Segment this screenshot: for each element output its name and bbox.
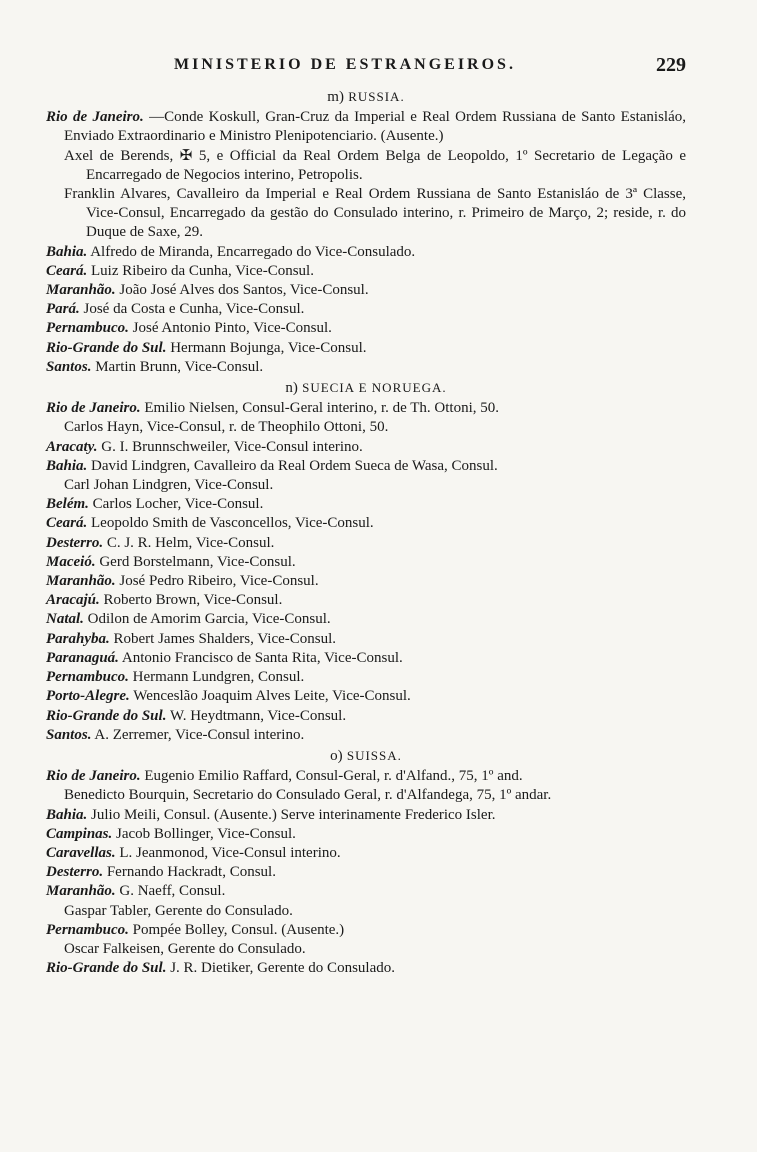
entry-place: Ceará. [46,515,88,532]
entry-place: Bahia. [46,806,88,823]
directory-entry [46,940,686,959]
entry-text: G. I. Brunnschweiler, Vice-Consul interino. [101,438,363,455]
directory-entry [46,534,686,553]
entry-place: Santos. [46,726,92,743]
entry-text: W. Heydtmann, Vice-Consul. [169,707,347,724]
entry-place: Rio-Grande do Sul. [46,339,167,356]
directory-entry [46,630,686,649]
entry-place: Caravellas. [46,844,116,861]
entry-text: L. Jeanmonod, Vice-Consul interino. [119,844,341,861]
entry-place: Aracaty. [46,438,98,455]
entry-place: Rio de Janeiro. [46,400,141,417]
entry-place: Bahia. [46,243,88,260]
entry-place: Maranhão. [46,573,116,590]
entry-text: João José Alves dos Santos, Vice-Consul. [119,282,369,299]
entry-text: Carlos Hayn, Vice-Consul, r. de Theophilo Ottoni, 50. [64,419,389,436]
directory-entry [46,514,686,533]
directory-entry [46,786,686,805]
entry-place: Santos. [46,358,92,375]
entry-place: Pará. [46,301,80,318]
directory-entry [46,825,686,844]
entry-text: Oscar Falkeisen, Gerente do Consulado. [64,940,306,957]
entry-text: José Antonio Pinto, Vice-Consul. [132,320,332,337]
entry-text: Gaspar Tabler, Gerente do Consulado. [64,902,293,919]
section-name: RUSSIA. [343,89,405,104]
directory-entry [46,610,686,629]
entry-place: Paranaguá. [46,649,119,666]
entry-text: Pompée Bolley, Consul. (Ausente.) [132,921,345,938]
entry-text: Hermann Bojunga, Vice-Consul. [170,339,367,356]
directory-entry [46,668,686,687]
entry-text: Robert James Shalders, Vice-Consul. [113,630,337,647]
entry-text: C. J. R. Helm, Vice-Consul. [106,534,275,551]
running-title: MINISTERIO DE ESTRANGEIROS. [174,56,516,73]
directory-entry [46,495,686,514]
entry-text: José Pedro Ribeiro, Vice-Consul. [119,573,319,590]
entry-place: Pernambuco. [46,921,129,938]
entry-text: David Lindgren, Cavalleiro da Real Ordem Sueca de Wasa, Consul. [91,457,498,474]
section-heading [46,87,686,107]
entry-text: Roberto Brown, Vice-Consul. [103,592,283,609]
entry-place: Pernambuco. [46,320,129,337]
entry-place: Campinas. [46,825,113,842]
entry-place: Rio de Janeiro. [46,768,141,785]
entry-place: Pernambuco. [46,669,129,686]
directory-entry [46,243,686,262]
entry-text: Axel de Berends, ✠ 5, e Official da Real Ordem Belga de Leopoldo, 1º Secretario de Legação e Encarregado de Negocios interino, Petropolis. [64,147,686,183]
directory-entry [46,591,686,610]
entry-text: Carlos Locher, Vice-Consul. [92,496,264,513]
section-heading [46,746,686,766]
section-letter: n) [285,380,298,397]
directory-entry [46,262,686,281]
directory-entry [46,959,686,978]
document-body [46,86,686,978]
entry-place: Bahia. [46,457,88,474]
directory-entry [46,399,686,418]
directory-entry [46,418,686,437]
entry-place: Ceará. [46,262,88,279]
directory-entry [46,687,686,706]
entry-text: A. Zerremer, Vice-Consul interino. [94,726,305,743]
entry-text: Antonio Francisco de Santa Rita, Vice-Consul. [121,649,403,666]
entry-text: Franklin Alvares, Cavalleiro da Imperial e Real Ordem Russiana de Santo Estanisláo de 3ª Classe, Vice-Consul, Encarregado da gestão do Consulado interino, r. Primeiro de Março, 2; reside, r. do Duque de Saxe, 29. [64,186,686,241]
entry-place: Aracajú. [46,592,100,609]
directory-entry [46,185,686,243]
directory-entry [46,572,686,591]
directory-entry [46,319,686,338]
directory-entry [46,281,686,300]
section-name: SUECIA E NORUEGA. [297,380,447,396]
directory-entry [46,844,686,863]
directory-entry [46,339,686,358]
entry-text: Leopoldo Smith de Vasconcellos, Vice-Consul. [91,515,374,532]
entry-place: Maranhão. [46,883,116,900]
section-name: SUISSA. [342,747,402,763]
page-number: 229 [656,54,686,76]
entry-text: Luiz Ribeiro da Cunha, Vice-Consul. [91,262,314,279]
entry-place: Natal. [46,611,84,628]
directory-entry [46,863,686,882]
entry-text: G. Naeff, Consul. [119,883,226,900]
entry-text: Emilio Nielsen, Consul-Geral interino, r. de Th. Ottoni, 50. [144,400,500,417]
directory-entry [46,147,686,185]
entry-text: Martin Brunn, Vice-Consul. [95,358,264,375]
entry-place: Desterro. [46,864,104,881]
directory-entry [46,882,686,901]
entry-text: José da Costa e Cunha, Vice-Consul. [83,301,305,318]
entry-place: Desterro. [46,534,104,551]
directory-entry [46,438,686,457]
entry-place: Maranhão. [46,282,116,299]
entry-place: Porto-Alegre. [46,688,130,705]
section-letter: m) [327,89,344,105]
entry-text: Benedicto Bourquin, Secretario do Consulado Geral, r. d'Alfandega, 75, 1º andar. [64,787,552,804]
directory-entry [46,457,686,476]
entry-text: Odilon de Amorim Garcia, Vice-Consul. [87,611,331,628]
entry-text: Hermann Lundgren, Consul. [132,669,305,686]
directory-entry [46,707,686,726]
directory-entry [46,476,686,495]
directory-entry [46,358,686,377]
directory-entry [46,649,686,668]
directory-entry [46,108,686,146]
entry-place: Maceió. [46,553,96,570]
directory-entry [46,921,686,940]
entry-place: Rio-Grande do Sul. [46,707,167,724]
directory-entry [46,553,686,572]
entry-place: Rio-Grande do Sul. [46,960,167,977]
entry-text: —Conde Koskull, Gran-Cruz da Imperial e Real Ordem Russiana de Santo Estanisláo, Enviado Extraordinario e Ministro Plenipotenciario. (Ausente.) [64,109,687,145]
page-header [46,56,686,82]
entry-text: J. R. Dietiker, Gerente do Consulado. [170,960,395,977]
directory-entry [46,806,686,825]
entry-text: Jacob Bollinger, Vice-Consul. [116,825,296,842]
entry-text: Gerd Borstelmann, Vice-Consul. [99,553,296,570]
entry-text: Eugenio Emilio Raffard, Consul-Geral, r. d'Alfand., 75, 1º and. [144,768,523,785]
entry-text: Fernando Hackradt, Consul. [106,864,276,881]
directory-entry [46,767,686,786]
directory-entry [46,726,686,745]
directory-entry [46,300,686,319]
section-heading [46,378,686,398]
section-letter: o) [330,747,343,764]
entry-place: Rio de Janeiro. [46,109,144,126]
entry-text: Alfredo de Miranda, Encarregado do Vice-Consulado. [90,243,416,260]
entry-text: Wenceslão Joaquim Alves Leite, Vice-Consul. [133,688,411,705]
entry-place: Belém. [46,496,89,513]
entry-place: Parahyba. [46,630,110,647]
entry-text: Carl Johan Lindgren, Vice-Consul. [64,477,274,494]
entry-text: Julio Meili, Consul. (Ausente.) Serve interinamente Frederico Isler. [91,806,496,823]
directory-entry [46,902,686,921]
